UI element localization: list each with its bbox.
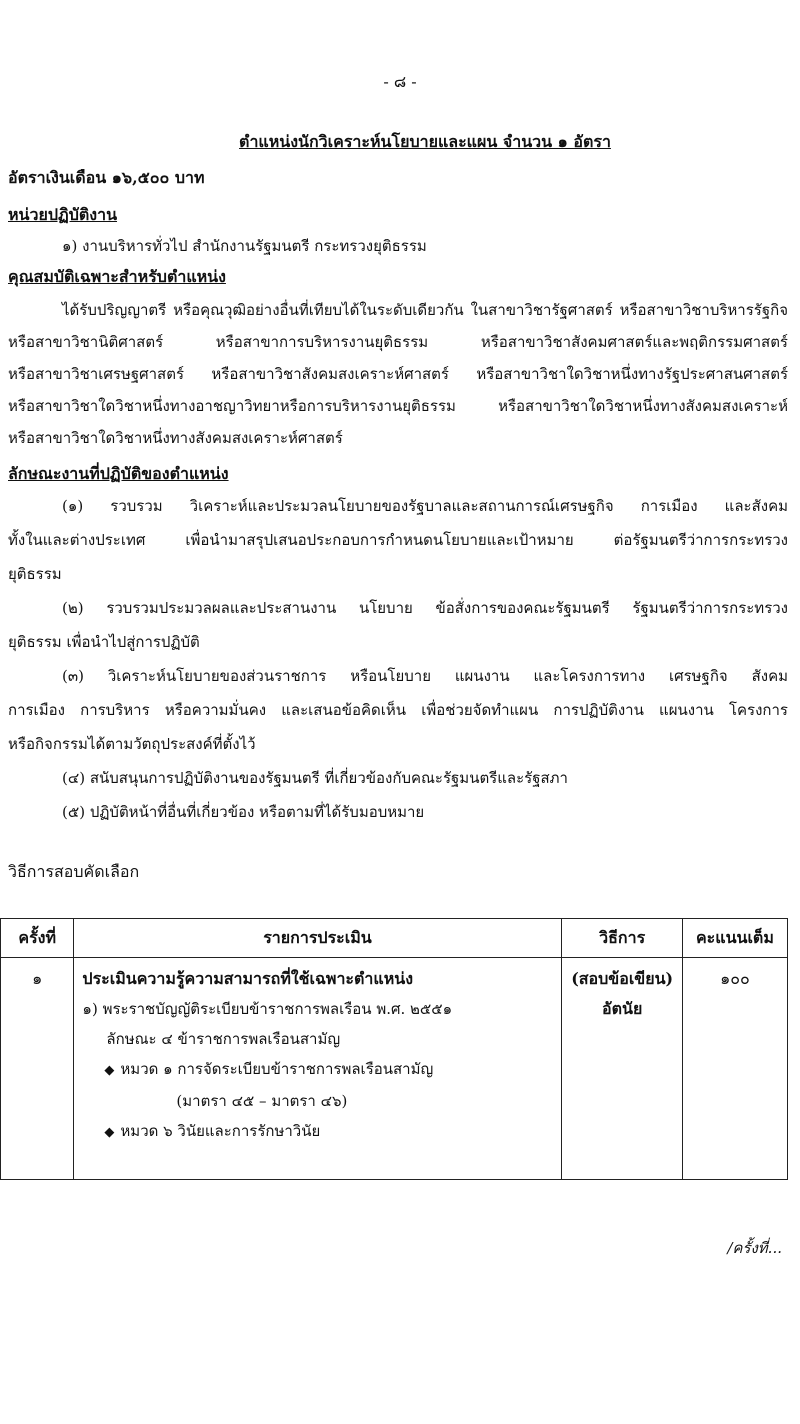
work-unit-heading: หน่วยปฏิบัติงาน [8,205,118,224]
bullet-text: หมวด ๑ การจัดระเบียบข้าราชการพลเรือนสามัญ [120,1060,434,1078]
duty-line: ยุติธรรม เพื่อนำไปสู่การปฏิบัติ [8,633,200,651]
qualifications-line: หรือสาขาวิชาใดวิชาหนึ่งทางสังคมสงเคราะห์ศาสตร์ [8,429,343,447]
qualifications-line: หรือสาขาวิชานิติศาสตร์ หรือสาขาการบริหารงานยุติธรรม หรือสาขาวิชาสังคมศาสตร์และพฤติกรรมศาสตร์ [8,333,788,351]
assessment-bullet [82,1054,560,1086]
duty-line: ทั้งในและต่างประเทศ เพื่อนำมาสรุปเสนอประกอบการกำหนดนโยบายและเป้าหมาย ต่อรัฐมนตรีว่าการกระทรวง [8,531,788,549]
page-number: - ๘ - [383,72,417,91]
duty-line: (๓) วิเคราะห์นโยบายของส่วนราชการ หรือนโยบาย แผนงาน และโครงการทาง เศรษฐกิจ สังคม [62,667,788,685]
table-header-row [1,919,788,958]
qualifications-line: ได้รับปริญญาตรี หรือคุณวุฒิอย่างอื่นที่เทียบได้ในระดับเดียวกัน ในสาขาวิชารัฐศาสตร์ หรือสาขาวิชาบริหารรัฐกิจ [62,301,788,319]
score-cell [682,958,787,1180]
header-round: ครั้งที่ [1,919,74,958]
header-method: วิธีการ [562,919,682,958]
duty-line: ยุติธรรม [8,565,62,583]
assessment-cell [74,958,562,1180]
full-score: ๑๐๐ [720,969,750,988]
diamond-bullet-icon: ◆ [104,1063,115,1078]
header-score: คะแนนเต็ม [682,919,787,958]
duty-line: (๒) รวบรวมประมวลผลและประสานงาน นโยบาย ข้อสั่งการของคณะรัฐมนตรี รัฐมนตรีว่าการกระทรวง [62,599,788,617]
qualifications-line: หรือสาขาวิชาเศรษฐศาสตร์ หรือสาขาวิชาสังคมสงเคราะห์ศาสตร์ หรือสาขาวิชาใดวิชาหนึ่งทางรัฐประศาสนศาสตร์ [8,365,788,383]
round-number: ๑ [32,969,43,988]
duty-line: (๕) ปฏิบัติหน้าที่อื่นที่เกี่ยวข้อง หรือตามที่ได้รับมอบหมาย [62,803,425,821]
duties-heading: ลักษณะงานที่ปฏิบัติของตำแหน่ง [8,464,229,483]
assessment-bullet-sub: (มาตรา ๔๕ – มาตรา ๔๖) [176,1092,348,1110]
method-cell [562,958,682,1180]
diamond-bullet-icon: ◆ [104,1125,115,1140]
method-subjective: อัตนัย [602,999,643,1018]
assessment-law-part: ลักษณะ ๔ ข้าราชการพลเรือนสามัญ [106,1030,341,1048]
qualifications-line: หรือสาขาวิชาใดวิชาหนึ่งทางอาชญาวิทยาหรือการบริหารงานยุติธรรม หรือสาขาวิชาใดวิชาหนึ่งทางสังคมสงเคราะห์ [8,397,788,415]
duty-line: (๔) สนับสนุนการปฏิบัติงานของรัฐมนตรี ที่เกี่ยวข้องกับคณะรัฐมนตรีและรัฐสภา [62,769,568,787]
position-title: ตำแหน่งนักวิเคราะห์นโยบายและแผน จำนวน ๑ อัตรา [239,132,611,151]
duty-line: (๑) รวบรวม วิเคราะห์และประมวลนโยบายของรัฐบาลและสถานการณ์เศรษฐกิจ การเมือง และสังคม [62,497,788,515]
selection-method-heading: วิธีการสอบคัดเลือก [8,862,140,881]
round-cell [1,958,74,1180]
qualifications-heading: คุณสมบัติเฉพาะสำหรับตำแหน่ง [8,267,226,286]
continuation-note: /ครั้งที่... [727,1239,782,1257]
assessment-law: ๑) พระราชบัญญัติระเบียบข้าราชการพลเรือน พ.ศ. ๒๕๕๑ [82,1000,453,1018]
duty-line: หรือกิจกรรมได้ตามวัตถุประสงค์ที่ตั้งไว้ [8,735,256,753]
assessment-title: ประเมินความรู้ความสามารถที่ใช้เฉพาะตำแหน่ง [82,969,414,988]
exam-table [0,918,788,1180]
assessment-bullet [82,1116,560,1148]
salary-line: อัตราเงินเดือน ๑๖,๕๐๐ บาท [8,168,205,187]
duty-line: การเมือง การบริหาร หรือความมั่นคง และเสนอข้อคิดเห็น เพื่อช่วยจัดทำแผน การปฏิบัติงาน แผนงาน โครงการ [8,701,788,719]
header-assessment: รายการประเมิน [74,919,562,958]
table-row [1,958,788,1180]
bullet-text: หมวด ๖ วินัยและการรักษาวินัย [120,1122,321,1140]
method-written: (สอบข้อเขียน) [571,969,674,988]
work-unit-item: ๑) งานบริหารทั่วไป สำนักงานรัฐมนตรี กระทรวงยุติธรรม [62,237,427,255]
